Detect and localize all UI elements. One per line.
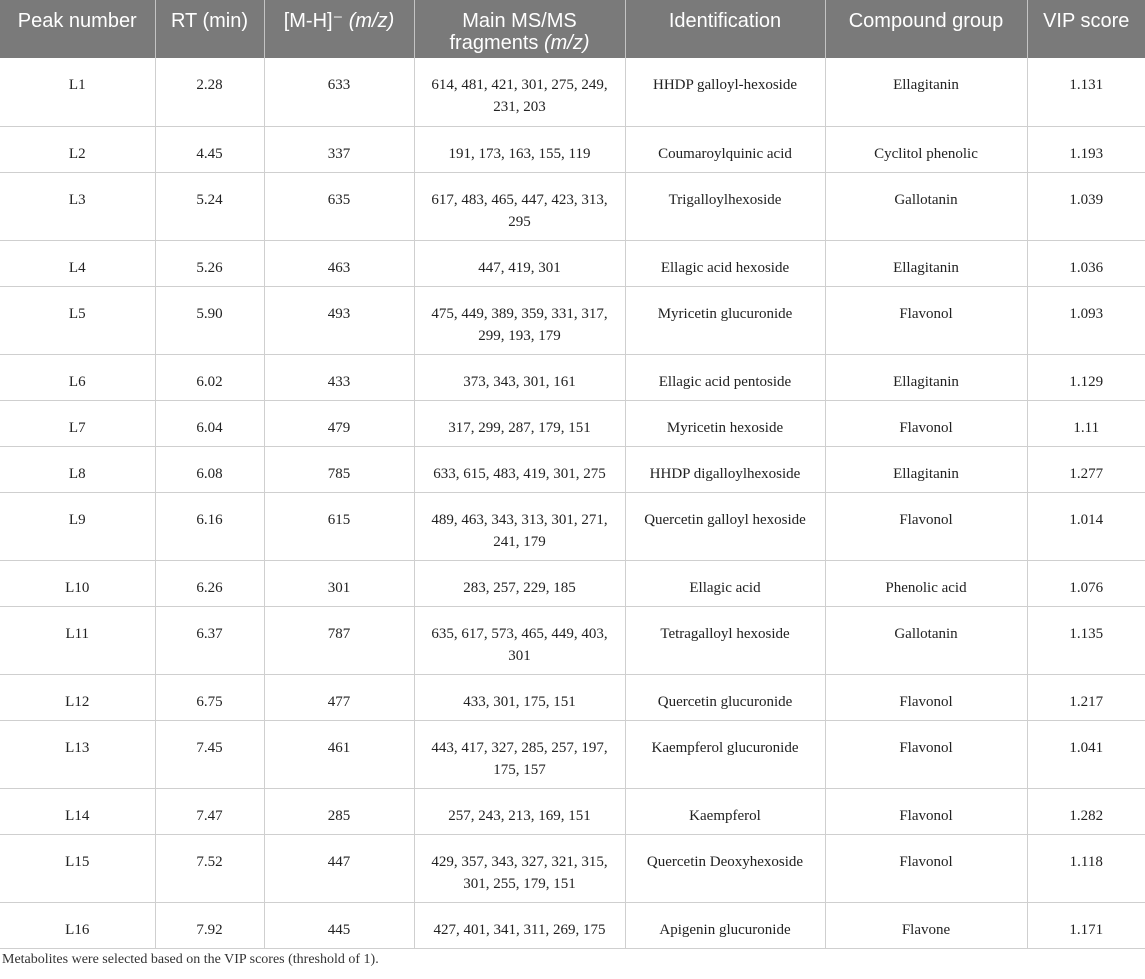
cell-rt: 7.52 (155, 834, 264, 902)
cell-rt: 2.28 (155, 58, 264, 126)
cell-identification: HHDP galloyl-hexoside (625, 58, 825, 126)
cell-peak-number: L12 (0, 674, 155, 720)
cell-vip-score: 1.118 (1027, 834, 1145, 902)
cell-fragments: 489, 463, 343, 313, 301, 271, 241, 179 (414, 492, 625, 560)
cell-identification: Ellagic acid (625, 560, 825, 606)
cell-peak-number: L8 (0, 446, 155, 492)
header-rt: RT (min) (155, 0, 264, 58)
cell-vip-score: 1.193 (1027, 126, 1145, 172)
cell-compound-group: Flavonol (825, 674, 1027, 720)
cell-compound-group: Flavone (825, 902, 1027, 948)
cell-compound-group: Flavonol (825, 788, 1027, 834)
cell-identification: Apigenin glucuronide (625, 902, 825, 948)
cell-rt: 6.75 (155, 674, 264, 720)
cell-rt: 7.92 (155, 902, 264, 948)
table-row (0, 400, 1145, 446)
cell-identification: Kaempferol glucuronide (625, 720, 825, 788)
cell-vip-score: 1.014 (1027, 492, 1145, 560)
cell-mh: 461 (264, 720, 414, 788)
cell-fragments: 283, 257, 229, 185 (414, 560, 625, 606)
cell-mh: 479 (264, 400, 414, 446)
cell-mh: 433 (264, 354, 414, 400)
table-row (0, 286, 1145, 354)
cell-compound-group: Phenolic acid (825, 560, 1027, 606)
cell-rt: 7.47 (155, 788, 264, 834)
cell-compound-group: Ellagitanin (825, 446, 1027, 492)
cell-mh: 337 (264, 126, 414, 172)
cell-fragments: 617, 483, 465, 447, 423, 313, 295 (414, 172, 625, 240)
cell-identification: Tetragalloyl hexoside (625, 606, 825, 674)
cell-peak-number: L15 (0, 834, 155, 902)
cell-mh: 463 (264, 240, 414, 286)
table-row (0, 58, 1145, 126)
cell-peak-number: L1 (0, 58, 155, 126)
cell-compound-group: Ellagitanin (825, 354, 1027, 400)
cell-mh: 493 (264, 286, 414, 354)
cell-mh: 635 (264, 172, 414, 240)
cell-rt: 4.45 (155, 126, 264, 172)
cell-vip-score: 1.135 (1027, 606, 1145, 674)
cell-fragments: 443, 417, 327, 285, 257, 197, 175, 157 (414, 720, 625, 788)
header-peak-number: Peak number (0, 0, 155, 58)
table-body (0, 58, 1145, 948)
cell-fragments: 427, 401, 341, 311, 269, 175 (414, 902, 625, 948)
table-row (0, 560, 1145, 606)
cell-peak-number: L14 (0, 788, 155, 834)
cell-compound-group: Gallotanin (825, 606, 1027, 674)
cell-mh: 633 (264, 58, 414, 126)
cell-compound-group: Cyclitol phenolic (825, 126, 1027, 172)
cell-rt: 6.16 (155, 492, 264, 560)
cell-identification: Myricetin hexoside (625, 400, 825, 446)
cell-mh: 301 (264, 560, 414, 606)
cell-identification: Ellagic acid pentoside (625, 354, 825, 400)
table-row (0, 240, 1145, 286)
table-row (0, 354, 1145, 400)
cell-compound-group: Flavonol (825, 400, 1027, 446)
cell-identification: Myricetin glucuronide (625, 286, 825, 354)
cell-peak-number: L7 (0, 400, 155, 446)
cell-vip-score: 1.171 (1027, 902, 1145, 948)
cell-mh: 787 (264, 606, 414, 674)
cell-peak-number: L13 (0, 720, 155, 788)
table-row (0, 788, 1145, 834)
cell-compound-group: Ellagitanin (825, 58, 1027, 126)
cell-fragments: 633, 615, 483, 419, 301, 275 (414, 446, 625, 492)
cell-peak-number: L4 (0, 240, 155, 286)
cell-rt: 6.26 (155, 560, 264, 606)
cell-vip-score: 1.282 (1027, 788, 1145, 834)
cell-compound-group: Flavonol (825, 286, 1027, 354)
cell-identification: Quercetin glucuronide (625, 674, 825, 720)
cell-compound-group: Flavonol (825, 492, 1027, 560)
cell-mh: 445 (264, 902, 414, 948)
cell-rt: 6.37 (155, 606, 264, 674)
cell-peak-number: L5 (0, 286, 155, 354)
header-msms-fragments: Main MS/MS fragments (m/z) (414, 0, 625, 58)
header-compound-group: Compound group (825, 0, 1027, 58)
cell-mh: 285 (264, 788, 414, 834)
cell-vip-score: 1.076 (1027, 560, 1145, 606)
table-row (0, 720, 1145, 788)
table-row (0, 834, 1145, 902)
cell-vip-score: 1.039 (1027, 172, 1145, 240)
cell-identification: Quercetin Deoxyhexoside (625, 834, 825, 902)
cell-rt: 6.02 (155, 354, 264, 400)
cell-peak-number: L3 (0, 172, 155, 240)
cell-compound-group: Flavonol (825, 834, 1027, 902)
table-row (0, 902, 1145, 948)
cell-identification: Trigalloylhexoside (625, 172, 825, 240)
header-mh: [M-H]⁻ (m/z) (264, 0, 414, 58)
table-row (0, 492, 1145, 560)
table-row (0, 172, 1145, 240)
cell-peak-number: L16 (0, 902, 155, 948)
table-row (0, 446, 1145, 492)
cell-compound-group: Flavonol (825, 720, 1027, 788)
cell-peak-number: L9 (0, 492, 155, 560)
cell-vip-score: 1.131 (1027, 58, 1145, 126)
cell-fragments: 429, 357, 343, 327, 321, 315, 301, 255, 179, 151 (414, 834, 625, 902)
table-row (0, 126, 1145, 172)
cell-rt: 5.26 (155, 240, 264, 286)
header-vip-score: VIP score (1027, 0, 1145, 58)
table-row (0, 606, 1145, 674)
cell-identification: Kaempferol (625, 788, 825, 834)
table-row (0, 674, 1145, 720)
cell-vip-score: 1.093 (1027, 286, 1145, 354)
cell-rt: 5.24 (155, 172, 264, 240)
cell-vip-score: 1.217 (1027, 674, 1145, 720)
cell-vip-score: 1.277 (1027, 446, 1145, 492)
cell-vip-score: 1.041 (1027, 720, 1145, 788)
cell-vip-score: 1.129 (1027, 354, 1145, 400)
cell-peak-number: L2 (0, 126, 155, 172)
cell-rt: 6.04 (155, 400, 264, 446)
cell-fragments: 191, 173, 163, 155, 119 (414, 126, 625, 172)
cell-fragments: 257, 243, 213, 169, 151 (414, 788, 625, 834)
cell-vip-score: 1.11 (1027, 400, 1145, 446)
cell-rt: 7.45 (155, 720, 264, 788)
cell-rt: 6.08 (155, 446, 264, 492)
cell-identification: Coumaroylquinic acid (625, 126, 825, 172)
cell-rt: 5.90 (155, 286, 264, 354)
cell-fragments: 447, 419, 301 (414, 240, 625, 286)
cell-peak-number: L10 (0, 560, 155, 606)
cell-mh: 615 (264, 492, 414, 560)
cell-mh: 785 (264, 446, 414, 492)
cell-identification: HHDP digalloylhexoside (625, 446, 825, 492)
cell-fragments: 433, 301, 175, 151 (414, 674, 625, 720)
cell-compound-group: Ellagitanin (825, 240, 1027, 286)
cell-peak-number: L11 (0, 606, 155, 674)
header-row (0, 0, 1145, 58)
table-footnote: Metabolites were selected based on the VIP scores (threshold of 1). (2, 951, 379, 967)
cell-fragments: 475, 449, 389, 359, 331, 317, 299, 193, 179 (414, 286, 625, 354)
cell-identification: Quercetin galloyl hexoside (625, 492, 825, 560)
cell-compound-group: Gallotanin (825, 172, 1027, 240)
cell-mh: 447 (264, 834, 414, 902)
cell-fragments: 614, 481, 421, 301, 275, 249, 231, 203 (414, 58, 625, 126)
cell-fragments: 373, 343, 301, 161 (414, 354, 625, 400)
cell-fragments: 317, 299, 287, 179, 151 (414, 400, 625, 446)
cell-fragments: 635, 617, 573, 465, 449, 403, 301 (414, 606, 625, 674)
header-identification: Identification (625, 0, 825, 58)
cell-vip-score: 1.036 (1027, 240, 1145, 286)
cell-mh: 477 (264, 674, 414, 720)
cell-peak-number: L6 (0, 354, 155, 400)
cell-identification: Ellagic acid hexoside (625, 240, 825, 286)
